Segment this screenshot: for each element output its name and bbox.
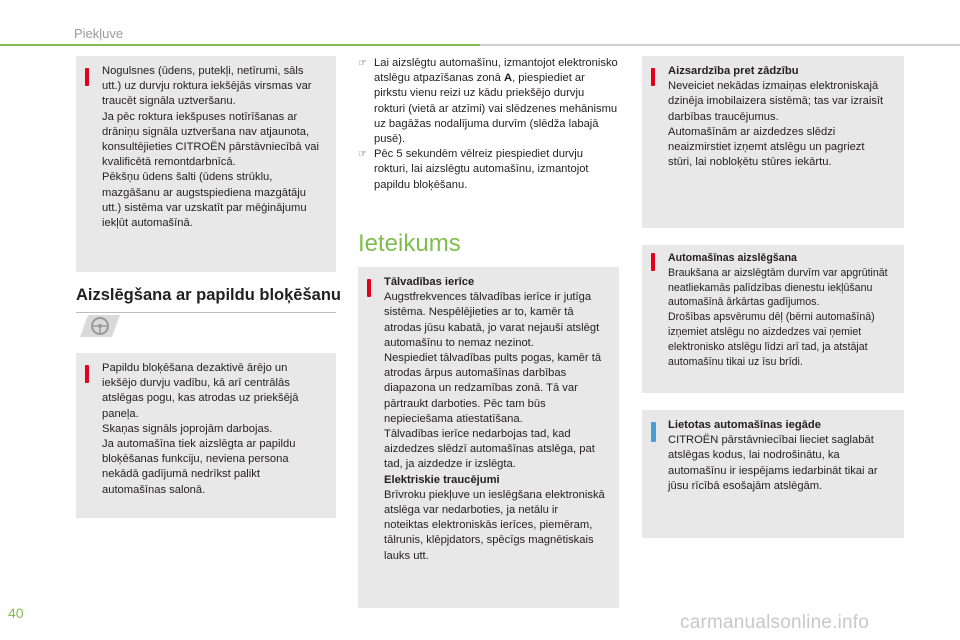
info-box-used-car — [642, 410, 904, 538]
warning-content — [668, 251, 890, 369]
warning-box-dirt — [76, 56, 336, 272]
warning-exclamation-icon — [85, 365, 89, 383]
steering-wheel-icon — [78, 311, 122, 339]
header-accent-bar — [0, 44, 480, 46]
info-title: Lietotas automašīnas iegāde — [668, 419, 821, 431]
warning-text: Braukšana ar aizslēgtām durvīm var apgrūtināt neatliekamās palīdzības dienestu iekļūšanu automašīnā ārkārtas gadījumos. Drošības apsvērumu dēļ (bērni automašīnā) izņemiet atslēgu no aizdedzes vai ņemiet elektronisko atslēgu līdzi arī tad, ja atstājat automašīnu tikai uz īsu brīdi. — [668, 266, 888, 368]
steps-list — [358, 56, 618, 193]
info-text: CITROËN pārstāvniecībai lieciet saglabāt atslēgas kodus, lai nodrošinātu, ka automašīnu ir iespējams iedarbināt tikai ar jūsu rīcībā esošajām atslēgām. — [668, 434, 878, 492]
warning-box-theft — [642, 56, 904, 228]
step-text: Pēc 5 sekundēm vēlreiz piespiediet durvju rokturi, lai aizslēgtu automašīnu, izmantojot papildu bloķēšanu. — [374, 148, 589, 191]
advice-heading: Ieteikums — [358, 230, 461, 257]
warning-text: Nogulsnes (ūdens, putekļi, netīrumi, sāls utt.) uz durvju roktura iekšējās virsmas var traucēt signāla uztveršanu. Ja pēc roktura iekšpuses notīrīšanas ar drāniņu signāla uztveršana nav atjaunota, konsultējieties CITROËN pārstāvniecībā vai kvalificētā remontdarbnīcā. Pēkšņu ūdens šalti (ūdens strūklu, mazgāšanu ar augstspiediena mazgātāju utt.) sistēma var uzskatīt par mēģinājumu iekļūt automašīnā. — [102, 65, 320, 230]
warning-content — [384, 275, 605, 564]
warning-content — [668, 64, 890, 170]
warning-subtitle: Elektriskie traucējumi — [384, 473, 500, 486]
warning-text: Augstfrekvences tālvadības ierīce ir jutīga sistēma. Nespēlējieties ar to, kamēr tā atrodas jūsu kabatā, jo varat nejauši atslēgt automašīnu to nemaz nezinot. Nespiediet tālvadības pults pogas, kamēr tā atrodas ārpus automašīnas darbības diapazona un redzamības zonā. Tā var pārtraukt darboties. Pēc tam būs nepieciešama atiestatīšana. Tālvadības ierīce nedarbojas tad, kad aizdedzes slēdzī automašīnas atslēga, pat tad, ja aizdedze ir izslēgta. — [384, 291, 602, 471]
header-gray-bar — [480, 44, 960, 46]
step-text: Lai aizslēgtu automašīnu, izmantojot elektronisko atslēgu atpazīšanas zonā — [374, 57, 618, 85]
zone-label: A — [504, 72, 513, 85]
warning-exclamation-icon — [651, 68, 655, 86]
warning-text: Papildu bloķēšana dezaktivē ārējo un iekšējo durvju vadību, kā arī centrālās atslēgas pogu, kas atrodas uz priekšējā paneļa. Skaņas signāls joprojām darbojas. Ja automašīna tiek aizslēgta ar papildu bloķēšanas funkciju, neviena persona nekādā gadījumā nedrīkst palikt automašīnas salonā. — [102, 362, 299, 496]
watermark: carmanualsonline.info — [680, 612, 870, 633]
warning-title: Tālvadības ierīce — [384, 276, 475, 288]
pointing-hand-icon: ☞ — [358, 149, 367, 161]
warning-exclamation-icon — [651, 253, 655, 271]
warning-subtext: Brīvroku piekļuve un ieslēgšana elektroniskā atslēga var nedarboties, ja netālu ir noteiktas elektroniskās ierīces, piemēram, tālrunis, klēpjdators, spēcīgs magnētiskais lauks utt. — [384, 488, 605, 562]
list-item — [358, 147, 618, 193]
warning-box-remote — [358, 267, 619, 608]
warning-exclamation-icon — [367, 279, 371, 297]
section-heading: Aizslēgšana ar papildu bloķēšanu — [76, 286, 341, 304]
page-header-title: Piekļuve — [74, 26, 124, 41]
warning-title: Aizsardzība pret zādzību — [668, 65, 799, 77]
warning-box-locking — [642, 245, 904, 393]
warning-box-deadlock — [76, 353, 336, 518]
info-content — [668, 418, 890, 494]
list-item — [358, 56, 618, 147]
page-number: 40 — [8, 605, 24, 621]
pointing-hand-icon: ☞ — [358, 58, 367, 69]
warning-exclamation-icon — [85, 68, 89, 86]
warning-title: Automašīnas aizslēgšana — [668, 252, 797, 264]
warning-text: Neveiciet nekādas izmaiņas elektroniskajā dzinēja imobilaizera sistēmā; tas var izraisīt darbības traucējumus. Automašīnām ar aizdedzes slēdzi neaizmirstiet izņemt atslēgu un pagriezt stūri, lai nobloķētu stūres iekārtu. — [668, 80, 884, 169]
info-icon — [651, 422, 656, 442]
step-text-tail: , piespiediet ar pirkstu vienu reizi uz kādu priekšējo durvju rokturi (vietā ar atzīmi) vai slēdzenes mehānismu uz bagāžas nodalījuma durvīm (slēdža labajā pusē). — [374, 72, 618, 146]
